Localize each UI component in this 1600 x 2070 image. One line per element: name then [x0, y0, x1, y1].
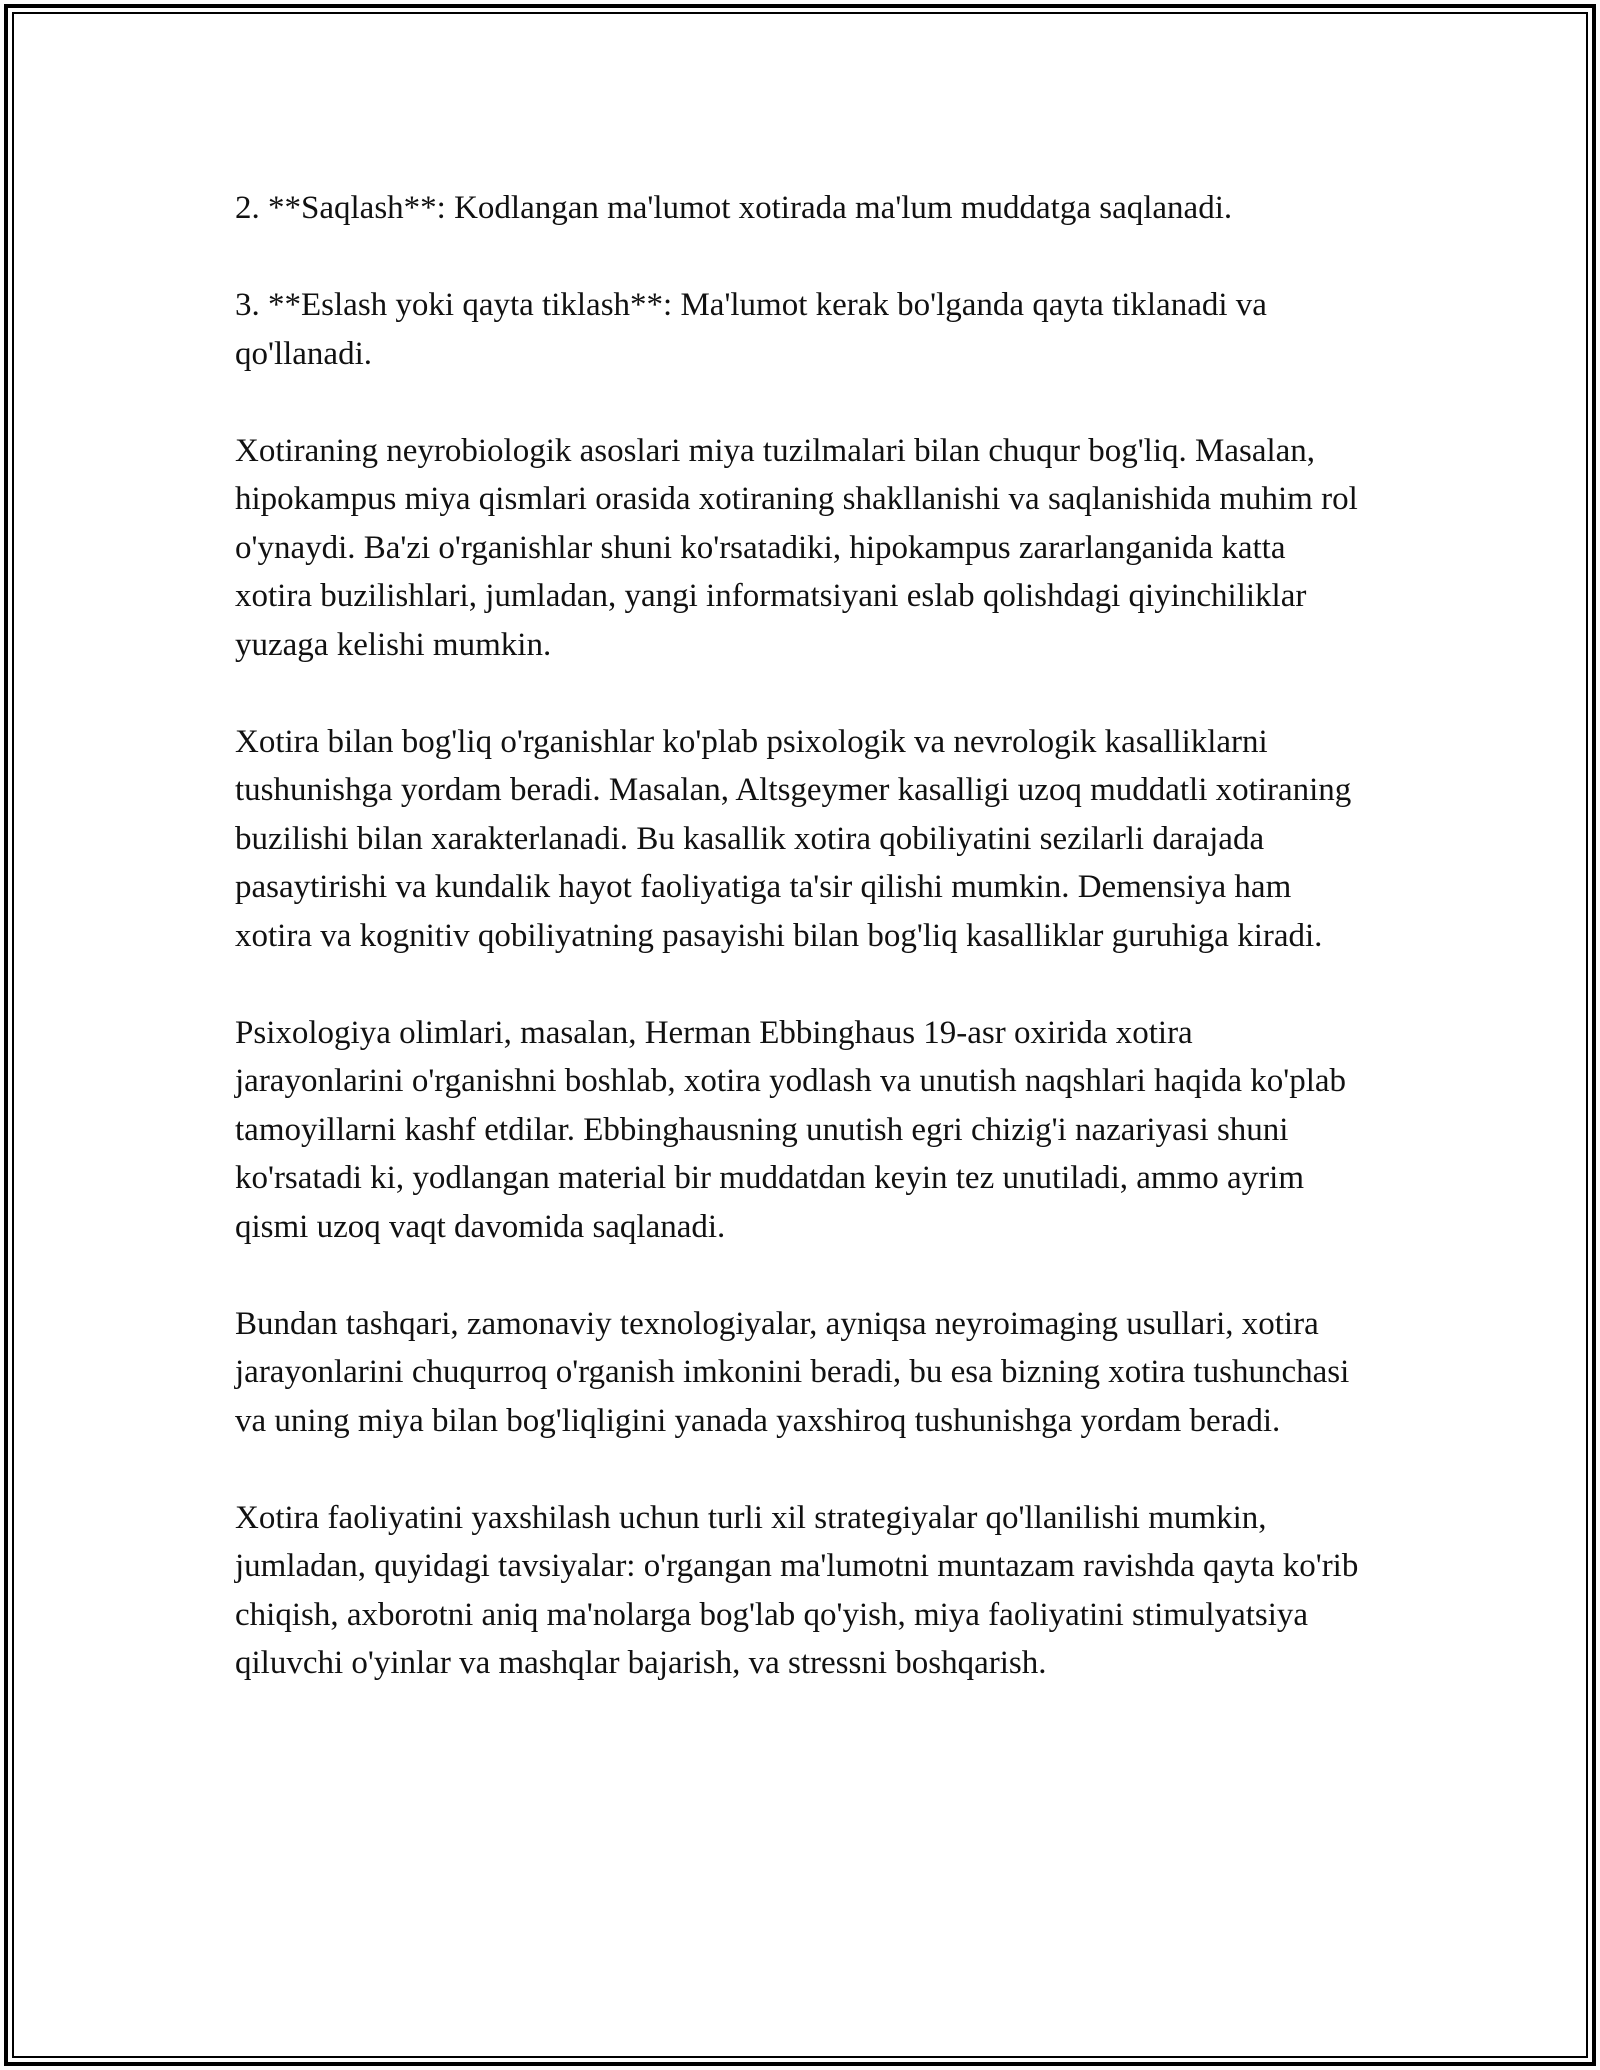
- document-body: [235, 184, 1365, 1736]
- paragraph-recall-step: 3. **Eslash yoki qayta tiklash**: Ma'lumot kerak bo'lganda qayta tiklanadi va qo'llanadi.: [235, 287, 1267, 372]
- paragraph-disorders: Xotira bilan bog'liq o'rganishlar ko'plab psixologik va nevrologik kasalliklarni tushunishga yordam beradi. Masalan, Altsgeymer kasalligi uzoq muddatli xotiraning buzilishi bilan xarakterlanadi. Bu kasallik xotira qobiliyatini sezilarli darajada pasaytirishi va kundalik hayot faoliyatiga ta'sir qilishi mumkin. Demensiya ham xotira va kognitiv qobiliyatning pasayishi bilan bog'liq kasalliklar guruhiga kiradi.: [235, 723, 1352, 954]
- paragraph-neurobiology: Xotiraning neyrobiologik asoslari miya tuzilmalari bilan chuqur bog'liq. Masalan, hipokampus miya qismlari orasida xotiraning shakllanishi va saqlanishida muhim rol o'ynaydi. Ba'zi o'rganishlar shuni ko'rsatadiki, hipokampus zararlanganida katta xotira buzilishlari, jumladan, yangi informatsiyani eslab qolishdagi qiyinchiliklar yuzaga kelishi mumkin.: [235, 432, 1358, 663]
- paragraph-storage-step: 2. **Saqlash**: Kodlangan ma'lumot xotirada ma'lum muddatga saqlanadi.: [235, 190, 1233, 226]
- paragraph-strategies: Xotira faoliyatini yaxshilash uchun turli xil strategiyalar qo'llanilishi mumkin, jumladan, quyidagi tavsiyalar: o'rgangan ma'lumotni muntazam ravishda qayta ko'rib chiqish, axborotni aniq ma'nolarga bog'lab qo'yish, miya faoliyatini stimulyatsiya qiluvchi o'yinlar va mashqlar bajarish, va stressni boshqarish.: [235, 1499, 1359, 1681]
- paragraph-neuroimaging: Bundan tashqari, zamonaviy texnologiyalar, ayniqsa neyroimaging usullari, xotira jarayonlarini chuqurroq o'rganish imkonini beradi, bu esa bizning xotira tushunchasi va uning miya bilan bog'liqligini yanada yaxshiroq tushunishga yordam beradi.: [235, 1305, 1350, 1439]
- paragraph-ebbinghaus: Psixologiya olimlari, masalan, Herman Ebbinghaus 19-asr oxirida xotira jarayonlarini o'rganishni boshlab, xotira yodlash va unutish naqshlari haqida ko'plab tamoyillarni kashf etdilar. Ebbinghausning unutish egri chizig'i nazariyasi shuni ko'rsatadi ki, yodlangan material bir muddatdan keyin tez unutiladi, ammo ayrim qismi uzoq vaqt davomida saqlanadi.: [235, 1014, 1347, 1245]
